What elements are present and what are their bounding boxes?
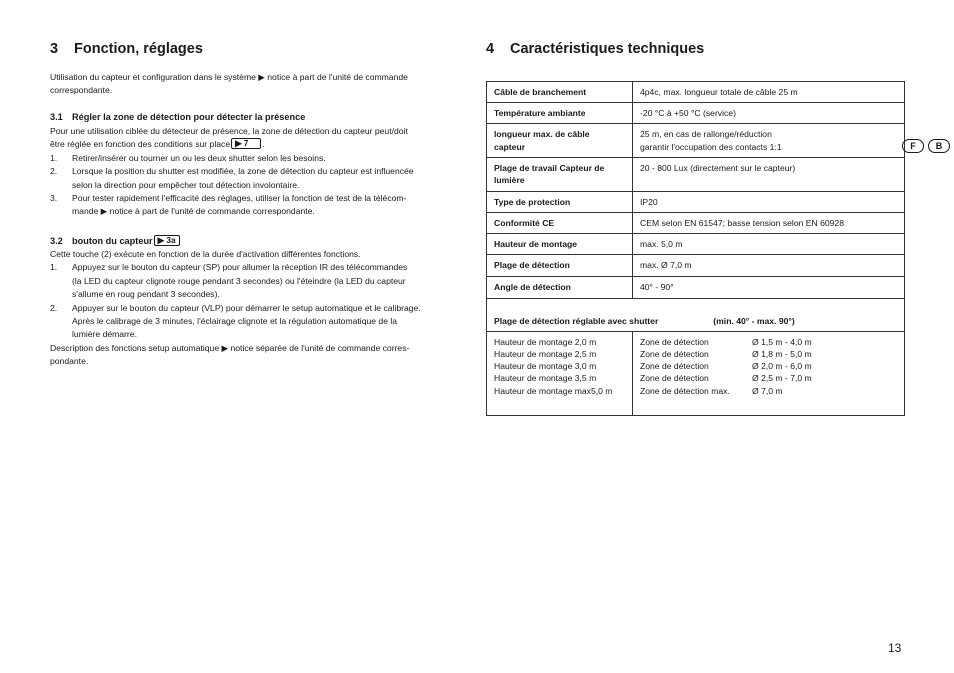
zone-diameter: Ø 2,0 m - 6,0 m	[752, 361, 812, 372]
section-4-heading	[486, 41, 704, 57]
zone-label: Zone de détection	[640, 373, 709, 384]
table-row	[487, 191, 905, 212]
section-3-1-body	[50, 125, 470, 219]
text-line: Après le calibrage de 3 minutes, l'éclairage clignote et la régulation automatique de la	[72, 316, 398, 327]
list-item	[50, 152, 470, 165]
spec-value	[633, 103, 905, 124]
spec-label	[487, 191, 633, 212]
text-line: Plage de détection	[494, 260, 570, 271]
list-item	[50, 192, 470, 219]
mounting-height: Hauteur de montage 3,5 m	[494, 373, 597, 384]
spec-value	[633, 276, 905, 298]
zone-line	[640, 372, 897, 384]
table-row	[487, 255, 905, 276]
mounting-height: Hauteur de montage 2,0 m	[494, 336, 597, 347]
section-3-2-heading	[50, 235, 181, 246]
table-row	[487, 331, 905, 415]
text-line-with-ref: être réglée en fonction des conditions sur place ▶ 7 .	[50, 138, 265, 150]
text-line: Appuyez sur le bouton du capteur (SP) pour allumer la réception IR des télécommandes	[72, 262, 408, 273]
zone-label: Zone de détection	[640, 361, 709, 372]
zone-diameter: Ø 7,0 m	[752, 385, 783, 396]
text-line: Description des fonctions setup automatique ▶ notice séparée de l'unité de commande corres-	[50, 342, 410, 353]
subsection-number: 3.1	[50, 112, 63, 122]
section-3-heading	[50, 41, 203, 57]
text-line: capteur	[494, 141, 526, 152]
mounting-height: Hauteur de montage max5,0 m	[494, 385, 613, 396]
text-line: selon la direction pour empêcher tout détection involontaire.	[72, 179, 300, 190]
page-number: 13	[888, 641, 902, 655]
text-line: Lorsque la position du shutter est modifiée, la zone de détection du capteur est influencée	[72, 166, 414, 177]
table-row	[487, 103, 905, 124]
text-line: pondante.	[50, 356, 89, 367]
list-item	[50, 302, 470, 342]
range-label: Plage de détection réglable avec shutter	[494, 315, 659, 326]
spec-label	[487, 124, 633, 157]
spec-value	[633, 82, 905, 103]
text-line: CEM selon EN 61547; basse tension selon EN 60928	[640, 218, 844, 229]
text-line: Retirer/insérer ou tourner un ou les deux shutter selon les besoins.	[72, 152, 326, 163]
text-line: -20 °C à +50 °C (service)	[640, 108, 736, 119]
zone-line	[640, 385, 897, 397]
zone-line	[640, 360, 897, 372]
list-number: 2.	[50, 302, 58, 313]
text-line: 25 m, en cas de rallonge/réduction	[640, 129, 772, 140]
subsection-title: bouton du capteur	[72, 236, 153, 246]
spec-value	[633, 157, 905, 191]
spec-value	[633, 191, 905, 212]
language-badge-f: F	[902, 139, 924, 153]
language-badges	[902, 139, 950, 153]
spec-value	[633, 255, 905, 276]
section-3-2-body	[50, 248, 470, 369]
spec-value	[633, 234, 905, 255]
text-line: 40° - 90°	[640, 281, 674, 292]
range-value: (min. 40° - max. 90°)	[713, 315, 795, 326]
text-line: garantir l'occupation des contacts 1:1	[640, 141, 782, 152]
text-line: Angle de détection	[494, 281, 571, 292]
zone-line	[640, 348, 897, 360]
spec-label	[487, 234, 633, 255]
spec-label	[487, 157, 633, 191]
text-line: Conformité CE	[494, 218, 555, 229]
text-line: Hauteur de montage	[494, 239, 578, 250]
spec-value	[633, 124, 905, 157]
section-number: 3	[50, 41, 59, 57]
spec-label	[487, 82, 633, 103]
spec-label	[487, 103, 633, 124]
text-line: Cette touche (2) exécute en fonction de la durée d'activation différentes fonctions.	[50, 249, 361, 259]
zone-label: Zone de détection	[640, 349, 709, 360]
table-row	[487, 213, 905, 234]
mounting-height: Hauteur de montage 2,5 m	[494, 349, 597, 360]
intro-paragraph	[50, 71, 470, 98]
text-line: 20 - 800 Lux (directement sur le capteur)	[640, 162, 796, 173]
text-line: max. 5,0 m	[640, 239, 683, 250]
section-3-1-heading	[50, 112, 305, 122]
text-line: Pour tester rapidement l'efficacité des réglages, utiliser la fonction de test de la télécom-	[72, 193, 407, 204]
text-line: 4p4c, max. longueur totale de câble 25 m	[640, 87, 798, 97]
text-line: Appuyer sur le bouton du capteur (VLP) pour démarrer le setup automatique et le calibrage.	[72, 302, 421, 313]
list-number: 1.	[50, 262, 58, 273]
zone-diameter: Ø 1,5 m - 4,0 m	[752, 336, 812, 347]
zone-diameter: Ø 2,5 m - 7,0 m	[752, 373, 812, 384]
section-title: Caractéristiques techniques	[510, 41, 705, 57]
list-number: 3.	[50, 193, 58, 204]
text-line: IP20	[640, 196, 658, 207]
spec-label	[487, 213, 633, 234]
table-row	[487, 157, 905, 191]
table-row	[487, 298, 905, 331]
list-item	[50, 261, 470, 301]
spec-label	[487, 255, 633, 276]
figure-reference: ▶ 7	[231, 138, 261, 149]
spec-value	[633, 213, 905, 234]
zone-diameter: Ø 1,8 m - 5,0 m	[752, 349, 812, 360]
zone-label: Zone de détection max.	[640, 385, 730, 396]
text-line: lumière	[494, 175, 525, 186]
zone-line	[640, 336, 897, 348]
table-row	[487, 276, 905, 298]
text-line: Type de protection	[494, 196, 571, 207]
table-row	[487, 82, 905, 103]
zone-label: Zone de détection	[640, 336, 709, 347]
text-line: (la LED du capteur clignote rouge pendant 3 secondes) ou l'éteindre (la LED du capteur	[72, 275, 406, 286]
text-line: Câble de branchement	[494, 87, 587, 97]
spec-label	[487, 276, 633, 298]
text-line: Utilisation du capteur et configuration dans le système ▶ notice à part de l'unité de commande	[50, 72, 408, 82]
text-line: Plage de travail Capteur de	[494, 162, 605, 173]
text-line: correspondante.	[50, 85, 113, 96]
list-item	[50, 165, 470, 192]
text-line: max. Ø 7,0 m	[640, 260, 692, 271]
list-number: 1.	[50, 152, 58, 163]
figure-reference: ▶ 3a	[154, 235, 180, 246]
specifications-table	[486, 81, 905, 416]
subsection-title: Régler la zone de détection pour détecter la présence	[72, 112, 306, 122]
section-title: Fonction, réglages	[74, 41, 203, 57]
section-number: 4	[486, 41, 495, 57]
text-line: longueur max. de câble	[494, 129, 590, 140]
text-line: lumière démarre.	[72, 329, 137, 340]
text-line: Température ambiante	[494, 108, 586, 119]
list-number: 2.	[50, 166, 58, 177]
language-badge-b: B	[928, 139, 950, 153]
text-fragment: être réglée en fonction des conditions sur place	[50, 139, 231, 150]
adjustable-range-row	[487, 298, 905, 331]
text-line: mande ▶ notice à part de l'unité de commande correspondante.	[72, 206, 315, 217]
table-row	[487, 124, 905, 157]
text-line: Pour une utilisation ciblée du détecteur de présence, la zone de détection du capteur peut/doit	[50, 126, 408, 136]
mounting-height: Hauteur de montage 3,0 m	[494, 361, 597, 372]
table-row	[487, 234, 905, 255]
detection-zones-cell	[633, 331, 905, 415]
mounting-heights-cell	[487, 331, 633, 415]
subsection-number: 3.2	[50, 236, 63, 246]
text-line: s'allume en roug pendant 3 secondes).	[72, 289, 220, 300]
